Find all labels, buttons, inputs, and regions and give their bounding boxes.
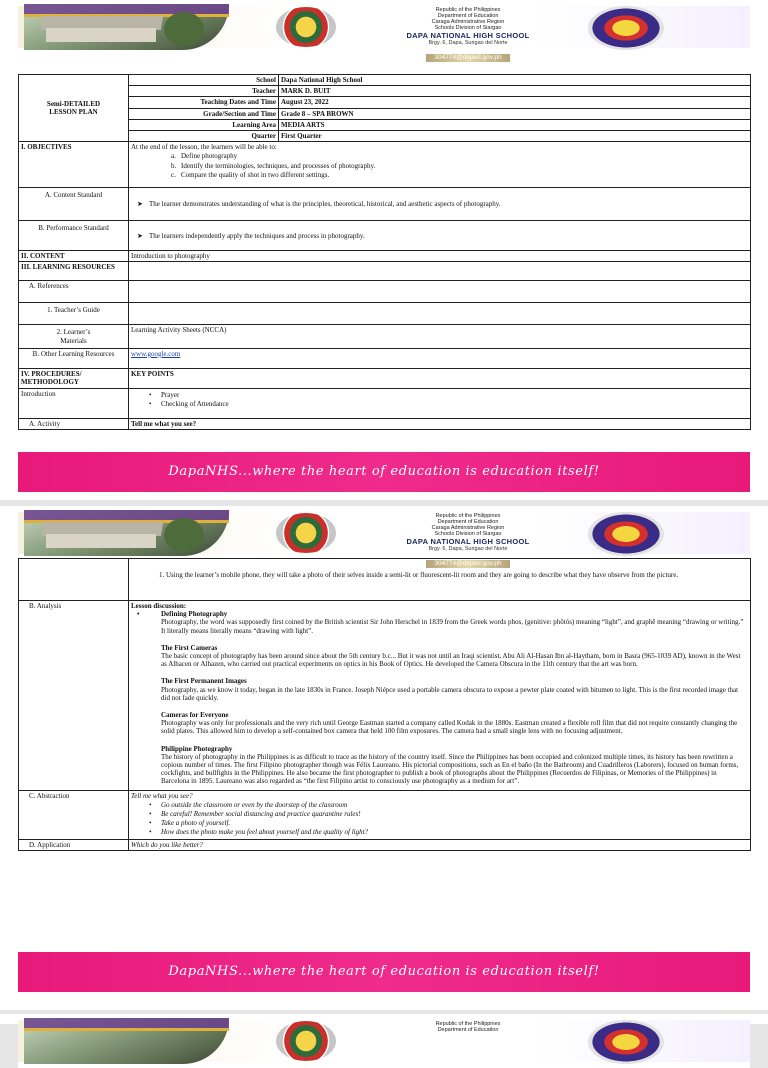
content-text: Introduction to photography bbox=[129, 251, 751, 262]
learning-resources-label: III. LEARNING RESOURCES bbox=[19, 262, 129, 281]
introduction-cell bbox=[129, 388, 751, 418]
activity-continued-text: 1. Using the learner’s mobile phone, they will take a photo of their selves inside a semi-lit or fluorescent-lit room and they are going to describe what they have observe from the picture. bbox=[129, 559, 751, 601]
info-row bbox=[19, 108, 751, 119]
header-school-name: DAPA NATIONAL HIGH SCHOOL bbox=[406, 31, 530, 40]
document-page-3 bbox=[0, 1014, 768, 1033]
activity-text: Tell me what you see? bbox=[129, 418, 751, 429]
learning-resources-row bbox=[19, 262, 751, 281]
application-label: D. Application bbox=[19, 839, 129, 850]
content-label: II. CONTENT bbox=[19, 251, 129, 262]
content-row bbox=[19, 251, 751, 262]
info-value: MARK D. BUIT bbox=[279, 86, 751, 97]
introduction-list bbox=[149, 391, 748, 408]
header-deped: Department of Education bbox=[437, 13, 499, 19]
header-email: 304774@deped.gov.ph bbox=[426, 54, 509, 62]
objectives-list bbox=[171, 152, 748, 179]
lesson-plan-title: Semi-DETAILED LESSON PLAN bbox=[19, 75, 129, 142]
list-item: • Take a photo of yourself. bbox=[149, 819, 231, 828]
list-item: c. Compare the quality of shot in two different settings. bbox=[171, 170, 330, 179]
list-item: • Checking of Attendance bbox=[149, 400, 229, 409]
cameras-everyone-title: Cameras for Everyone bbox=[161, 711, 229, 720]
philippine-photography-text: The history of photography in the Philippines is as difficult to trace as the history of the country itself. Since the Philippines has been occupied and colonized multiple times, its history has been rewritten a copious number of times. The first Filipino photographer though was Félix Laureano. His pictorial compositions, such as En el baño (In the Bathroom) and Cuadrilleros (Laborers), focused on human forms, cockfights, and bullfights in the Philippines. He also became the first photographer to publish a book of photographs about the Philippines (Recuerdos de Filipinas, or Memories of the Philippines) in Barcelona in 1895. Laureano was also regarded as “the first Filipino artist to consciously use photography as a medium for art”. bbox=[161, 752, 739, 786]
defining-photography-text: Photography, the word was supposedly first coined by the British scientist Sir John Herschel in 1839 from the Greek words phos, (genitive: phôtós) meaning “light”, and graphê meaning “drawing or writing.” It literally means literally means “drawing with light”. bbox=[161, 618, 744, 635]
references-row bbox=[19, 281, 751, 303]
introduction-row bbox=[19, 388, 751, 418]
footer-slogan: DapaNHS...where the heart of education is education itself! bbox=[168, 964, 600, 979]
abstraction-list bbox=[149, 801, 748, 837]
school-building-photo bbox=[24, 510, 229, 556]
abstraction-row bbox=[19, 790, 751, 839]
header-division: Schools Division of Siargao bbox=[434, 531, 502, 537]
header-address: Brgy. 6, Dapa, Surigao del Norte bbox=[428, 40, 508, 46]
header-email: 304774@deped.gov.ph bbox=[426, 560, 509, 568]
school-header bbox=[18, 506, 750, 567]
school-building-photo bbox=[24, 1018, 229, 1064]
abstraction-heading: Tell me what you see? bbox=[131, 791, 193, 800]
abstraction-cell bbox=[129, 790, 751, 839]
header-republic: Republic of the Philippines bbox=[435, 7, 501, 13]
analysis-row bbox=[19, 601, 751, 791]
teachers-guide-text bbox=[129, 303, 751, 325]
header-division: Schools Division of Siargao bbox=[434, 25, 502, 31]
objectives-cell bbox=[129, 142, 751, 188]
introduction-label: Introduction bbox=[19, 388, 129, 418]
permanent-images-text: Photography, as we know it today, began in the late 1830s in France. Joseph Niépce used a portable camera obscura to expose a pewter plate coated with bitumen to light. This is the first recorded image that did not fade quickly. bbox=[161, 685, 739, 702]
school-seal-icon bbox=[276, 7, 336, 47]
google-link[interactable]: www.google.com bbox=[131, 349, 181, 358]
first-cameras-title: The First Cameras bbox=[161, 643, 218, 652]
school-seal-icon bbox=[276, 1021, 336, 1061]
arrow-bullet-icon: ➤ bbox=[137, 200, 143, 209]
other-resources-row bbox=[19, 348, 751, 368]
other-resources-label: B. Other Learning Resources bbox=[19, 348, 129, 368]
teachers-guide-label: 1. Teacher’s Guide bbox=[19, 303, 129, 325]
header-school-name: DAPA NATIONAL HIGH SCHOOL bbox=[406, 537, 530, 546]
key-points-label: KEY POINTS bbox=[129, 368, 751, 388]
activity-label: A. Activity bbox=[19, 418, 129, 429]
application-row bbox=[19, 839, 751, 850]
content-standard-row bbox=[19, 188, 751, 221]
info-value: Dapa National High School bbox=[279, 75, 751, 86]
division-seal-icon bbox=[588, 512, 664, 556]
application-text: Which do you like better? bbox=[129, 839, 751, 850]
school-footer bbox=[18, 952, 750, 992]
learners-materials-text: Learning Activity Sheets (NCCA) bbox=[129, 325, 751, 348]
info-value: Grade 8 – SPA BROWN bbox=[279, 108, 751, 119]
info-row bbox=[19, 86, 751, 97]
school-header bbox=[18, 0, 750, 61]
first-cameras-text: The basic concept of photography has been around since about the 5th century b.c... But it was not until an Iraqi scientist, Abu Ali Al-Hasan Ibn al-Haytham, born in Basra (965-1039 AD), known in the West as Alhacen or Alhazen, who carried out practical experiments on optics in his Book of Optics. He developed the Camera Obscura in the 11th century that the art was born. bbox=[161, 652, 741, 669]
list-item: a. Define photography bbox=[171, 152, 238, 161]
info-value: First Quarter bbox=[279, 131, 751, 142]
info-label: Teaching Dates and Time bbox=[129, 97, 279, 108]
analysis-heading: Lesson discussion: bbox=[131, 602, 187, 610]
info-label: Quarter bbox=[129, 131, 279, 142]
info-value: MEDIA ARTS bbox=[279, 119, 751, 130]
performance-standard-row bbox=[19, 221, 751, 251]
procedures-row bbox=[19, 368, 751, 388]
references-label: A. References bbox=[19, 281, 129, 303]
learners-materials-label: 2. Learner’s Materials bbox=[19, 325, 129, 348]
performance-standard-text: The learners independently apply the techniques and process in photography. bbox=[149, 231, 365, 240]
activity-row bbox=[19, 418, 751, 429]
info-label: Grade/Section and Time bbox=[129, 108, 279, 119]
header-region: Caraga Administrative Region bbox=[431, 525, 505, 531]
school-building-photo bbox=[24, 4, 229, 50]
info-label: Learning Area bbox=[129, 119, 279, 130]
procedures-label: IV. PROCEDURES/ METHODOLOGY bbox=[19, 368, 129, 388]
analysis-label: B. Analysis bbox=[19, 601, 129, 791]
content-standard-cell bbox=[129, 188, 751, 221]
philippine-photography-title: Philippine Photography bbox=[161, 744, 233, 753]
footer-slogan: DapaNHS...where the heart of education is education itself! bbox=[168, 464, 600, 479]
header-deped: Department of Education bbox=[437, 519, 499, 525]
header-address: Brgy. 6, Dapa, Surigao del Norte bbox=[428, 546, 508, 552]
info-row bbox=[19, 131, 751, 142]
list-item: • Go outside the classroom or even by the doorstep of the classroom bbox=[149, 800, 348, 809]
school-header bbox=[18, 1014, 750, 1068]
list-item: • Prayer bbox=[149, 390, 180, 399]
learners-materials-row bbox=[19, 325, 751, 348]
header-republic: Republic of the Philippines bbox=[435, 1021, 501, 1027]
cameras-everyone-text: Photography was only for professionals and the very rich until George Eastman started a company called Kodak in the 1880s. Eastman created a flexible roll film that did not require constantly changing the solid plates. This allowed him to develop a self-contained box camera that held 100 film exposures. The camera had a small single lens with no focusing adjustment. bbox=[161, 719, 738, 736]
info-row bbox=[19, 75, 751, 86]
objectives-intro: At the end of the lesson, the learners will be able to: bbox=[131, 143, 277, 152]
objectives-row bbox=[19, 142, 751, 188]
arrow-bullet-icon: ➤ bbox=[137, 231, 143, 240]
division-seal-icon bbox=[588, 1020, 664, 1064]
list-item: • Be careful! Remember social distancing and practice quarantine rules! bbox=[149, 810, 361, 819]
content-standard-text: The learner demonstrates understanding of what is the principles, theoretical, historical, and aesthetic aspects of photography. bbox=[149, 200, 501, 209]
permanent-images-title: The First Permanent Images bbox=[161, 677, 247, 686]
school-seal-icon bbox=[276, 513, 336, 553]
header-deped: Department of Education bbox=[437, 1027, 499, 1033]
document-page-2 bbox=[0, 506, 768, 1010]
info-row bbox=[19, 119, 751, 130]
performance-standard-cell bbox=[129, 221, 751, 251]
header-text-block bbox=[363, 1021, 573, 1033]
info-value: August 23, 2022 bbox=[279, 97, 751, 108]
info-row bbox=[19, 97, 751, 108]
header-republic: Republic of the Philippines bbox=[435, 513, 501, 519]
info-label: School bbox=[129, 75, 279, 86]
list-item: b. Identify the terminologies, techniques, and processes of photography. bbox=[171, 161, 376, 170]
activity-continued-row bbox=[19, 559, 751, 601]
lesson-plan-table bbox=[18, 74, 751, 430]
performance-standard-label: B. Performance Standard bbox=[19, 221, 129, 251]
objectives-label: I. OBJECTIVES bbox=[19, 142, 129, 188]
division-seal-icon bbox=[588, 6, 664, 50]
abstraction-label: C. Abstraction bbox=[19, 790, 129, 839]
lesson-plan-table-continued bbox=[18, 558, 751, 851]
info-label: Teacher bbox=[129, 86, 279, 97]
defining-photography-title: • Defining Photography bbox=[137, 610, 228, 619]
content-standard-label: A. Content Standard bbox=[19, 188, 129, 221]
teachers-guide-row bbox=[19, 303, 751, 325]
school-footer bbox=[18, 452, 750, 492]
header-text-block bbox=[363, 7, 573, 64]
list-item: • How does the photo make you feel about yourself and the quality of light? bbox=[149, 828, 369, 837]
document-page-1 bbox=[0, 0, 768, 500]
analysis-cell bbox=[129, 601, 751, 791]
header-region: Caraga Administrative Region bbox=[431, 19, 505, 25]
